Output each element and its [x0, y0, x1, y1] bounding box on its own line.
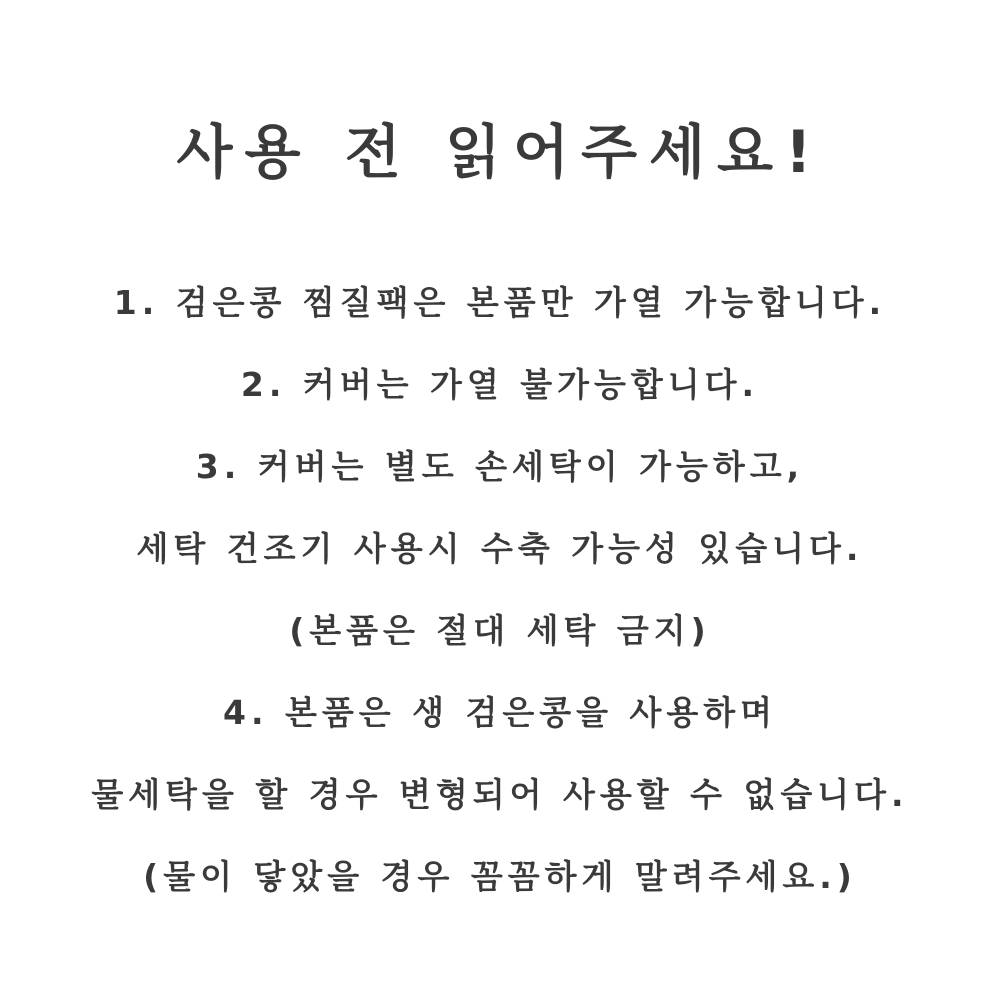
notice-line: 3. 커버는 별도 손세탁이 가능하고,: [195, 447, 805, 486]
notice-line: (본품은 절대 세탁 금지): [289, 611, 711, 650]
notice-line: 1. 검은콩 찜질팩은 본품만 가열 가능합니다.: [113, 283, 887, 322]
notice-lines: [0, 262, 1000, 918]
notice-line: (물이 닿았을 경우 꼼꼼하게 말려주세요.): [143, 857, 857, 896]
notice-line: 4. 본품은 생 검은콩을 사용하며: [223, 693, 777, 732]
notice-line: 물세탁을 할 경우 변형되어 사용할 수 없습니다.: [91, 775, 909, 814]
notice-title: 사용 전 읽어주세요!: [176, 118, 824, 186]
notice-line: 세탁 건조기 사용시 수축 가능성 있습니다.: [136, 529, 864, 568]
notice-line: 2. 커버는 가열 불가능합니다.: [240, 365, 760, 404]
